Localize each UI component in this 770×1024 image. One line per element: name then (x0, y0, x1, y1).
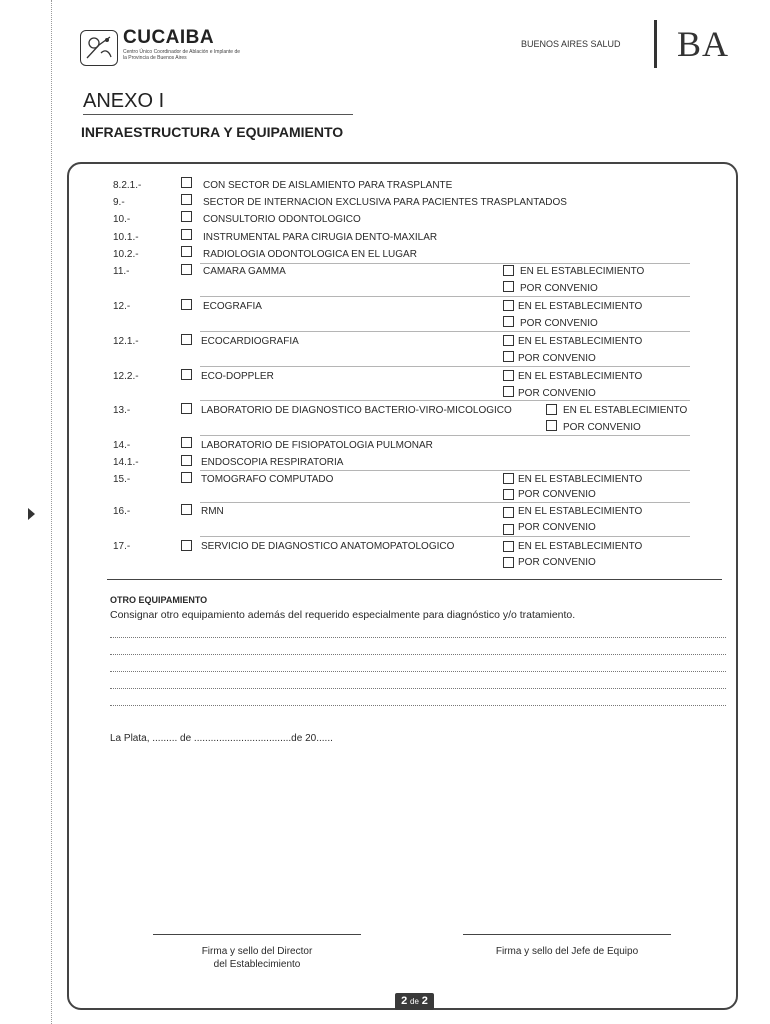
option-checkbox[interactable] (503, 335, 514, 346)
option-checkbox[interactable] (503, 300, 514, 311)
option-label: POR CONVENIO (518, 522, 596, 533)
signature-caption-line: Firma y sello del Director (201, 946, 313, 957)
option-checkbox[interactable] (503, 370, 514, 381)
item-number: 10.1.- (113, 232, 139, 243)
checkbox[interactable] (181, 369, 192, 380)
page-title: ANEXO I (83, 90, 165, 112)
brand-divider (654, 20, 657, 68)
item-label: ECO-DOPPLER (201, 371, 274, 382)
page-margin-guide (51, 0, 52, 1024)
checkbox[interactable] (181, 437, 192, 448)
checkbox[interactable] (181, 211, 192, 222)
row-separator (200, 366, 690, 367)
option-label: EN EL ESTABLECIMIENTO (518, 474, 643, 485)
date-line[interactable]: La Plata, ......... de ...................................de 20...... (110, 733, 333, 744)
checkbox[interactable] (181, 504, 192, 515)
row-separator (200, 470, 690, 471)
option-checkbox[interactable] (503, 507, 514, 518)
option-label: EN EL ESTABLECIMIENTO (518, 506, 643, 517)
otro-title: OTRO EQUIPAMIENTO (110, 595, 208, 605)
option-label: POR CONVENIO (518, 557, 596, 568)
item-label: ENDOSCOPIA RESPIRATORIA (201, 457, 344, 468)
item-label: SERVICIO DE DIAGNOSTICO ANATOMOPATOLOGICO (201, 541, 455, 552)
page-sep: de (410, 997, 419, 1006)
option-label: EN EL ESTABLECIMIENTO (518, 336, 643, 347)
item-number: 15.- (113, 474, 131, 485)
fill-line[interactable] (110, 671, 726, 672)
cucaiba-logo-icon (80, 30, 118, 66)
title-underline (83, 114, 353, 115)
form-frame (67, 162, 738, 1010)
logo-name: CUCAIBA (123, 27, 215, 48)
row-separator (200, 263, 690, 264)
option-checkbox[interactable] (503, 489, 514, 500)
page-current: 2 (401, 995, 408, 1007)
checkbox[interactable] (181, 177, 192, 188)
item-number: 8.2.1.- (113, 180, 142, 191)
page-indicator (395, 993, 434, 1010)
signature-caption-line: del Establecimiento (213, 959, 301, 970)
item-number: 17.- (113, 541, 131, 552)
checkbox[interactable] (181, 229, 192, 240)
item-number: 14.1.- (113, 457, 139, 468)
item-number: 12.- (113, 301, 131, 312)
item-number: 10.2.- (113, 249, 139, 260)
option-checkbox[interactable] (503, 281, 514, 292)
option-checkbox[interactable] (546, 420, 557, 431)
checkbox[interactable] (181, 299, 192, 310)
item-label: TOMOGRAFO COMPUTADO (201, 474, 334, 485)
row-separator (200, 331, 690, 332)
checkbox[interactable] (181, 403, 192, 414)
page-total: 2 (421, 995, 428, 1007)
option-label: POR CONVENIO (520, 318, 598, 329)
otro-description: Consignar otro equipamiento además del requerido especialmente para diagnóstico y/o tratamiento. (110, 609, 576, 621)
page-marker-arrow-icon (28, 508, 35, 520)
row-separator (200, 536, 690, 537)
item-number: 14.- (113, 440, 131, 451)
brand-mark: BA (677, 24, 730, 64)
option-checkbox[interactable] (503, 386, 514, 397)
item-label: ECOCARDIOGRAFIA (201, 336, 299, 347)
option-label: POR CONVENIO (518, 489, 596, 500)
signature-line-jefe[interactable] (463, 934, 671, 935)
item-label: CONSULTORIO ODONTOLOGICO (203, 214, 361, 225)
checkbox[interactable] (181, 264, 192, 275)
option-checkbox[interactable] (503, 316, 514, 327)
row-separator (200, 296, 690, 297)
option-label: POR CONVENIO (518, 353, 596, 364)
item-label: LABORATORIO DE FISIOPATOLOGIA PULMONAR (201, 440, 433, 451)
item-label: CAMARA GAMMA (203, 266, 286, 277)
fill-line[interactable] (110, 705, 726, 706)
option-checkbox[interactable] (503, 265, 514, 276)
checkbox[interactable] (181, 540, 192, 551)
option-label: EN EL ESTABLECIMIENTO (518, 371, 643, 382)
fill-line[interactable] (110, 688, 726, 689)
option-label: POR CONVENIO (518, 388, 596, 399)
option-label: POR CONVENIO (563, 422, 641, 433)
item-label: CON SECTOR DE AISLAMIENTO PARA TRASPLANTE (203, 180, 453, 191)
item-number: 9.- (113, 197, 125, 208)
checkbox[interactable] (181, 455, 192, 466)
row-separator (200, 502, 690, 503)
option-checkbox[interactable] (503, 557, 514, 568)
item-label: SECTOR DE INTERNACION EXCLUSIVA PARA PACIENTES TRASPLANTADOS (203, 197, 567, 208)
option-label: EN EL ESTABLECIMIENTO (563, 405, 688, 416)
item-label: RADIOLOGIA ODONTOLOGICA EN EL LUGAR (203, 249, 417, 260)
checkbox[interactable] (181, 472, 192, 483)
item-label: RMN (201, 506, 224, 517)
item-label: LABORATORIO DE DIAGNOSTICO BACTERIO-VIRO-MICOLOGICO (201, 405, 512, 416)
option-checkbox[interactable] (503, 473, 514, 484)
item-label: INSTRUMENTAL PARA CIRUGIA DENTO-MAXILAR (203, 232, 438, 243)
checkbox[interactable] (181, 194, 192, 205)
brand-subtitle: BUENOS AIRES SALUD (521, 39, 621, 49)
item-label: ECOGRAFIA (203, 301, 262, 312)
fill-line[interactable] (110, 637, 726, 638)
option-checkbox[interactable] (503, 351, 514, 362)
fill-line[interactable] (110, 654, 726, 655)
row-separator (200, 435, 690, 436)
option-label: EN EL ESTABLECIMIENTO (520, 266, 645, 277)
item-number: 13.- (113, 405, 131, 416)
option-checkbox[interactable] (546, 404, 557, 415)
row-separator (200, 400, 690, 401)
option-label: EN EL ESTABLECIMIENTO (518, 301, 643, 312)
checkbox[interactable] (181, 246, 192, 257)
item-number: 12.2.- (113, 371, 139, 382)
option-label: POR CONVENIO (520, 283, 598, 294)
signature-caption-director (153, 945, 361, 971)
option-label: EN EL ESTABLECIMIENTO (518, 541, 643, 552)
section-divider (107, 579, 722, 580)
logo-subtitle: Centro Único Coordinador de Ablación e Implante de la Provincia de Buenos Aires (123, 49, 241, 61)
option-checkbox[interactable] (503, 541, 514, 552)
signature-line-director[interactable] (153, 934, 361, 935)
checkbox[interactable] (181, 334, 192, 345)
signature-caption-jefe: Firma y sello del Jefe de Equipo (495, 946, 639, 957)
option-checkbox[interactable] (503, 524, 514, 535)
item-number: 11.- (113, 266, 130, 277)
item-number: 12.1.- (113, 336, 139, 347)
item-number: 10.- (113, 214, 131, 225)
item-number: 16.- (113, 506, 131, 517)
section-title: INFRAESTRUCTURA Y EQUIPAMIENTO (81, 124, 344, 140)
